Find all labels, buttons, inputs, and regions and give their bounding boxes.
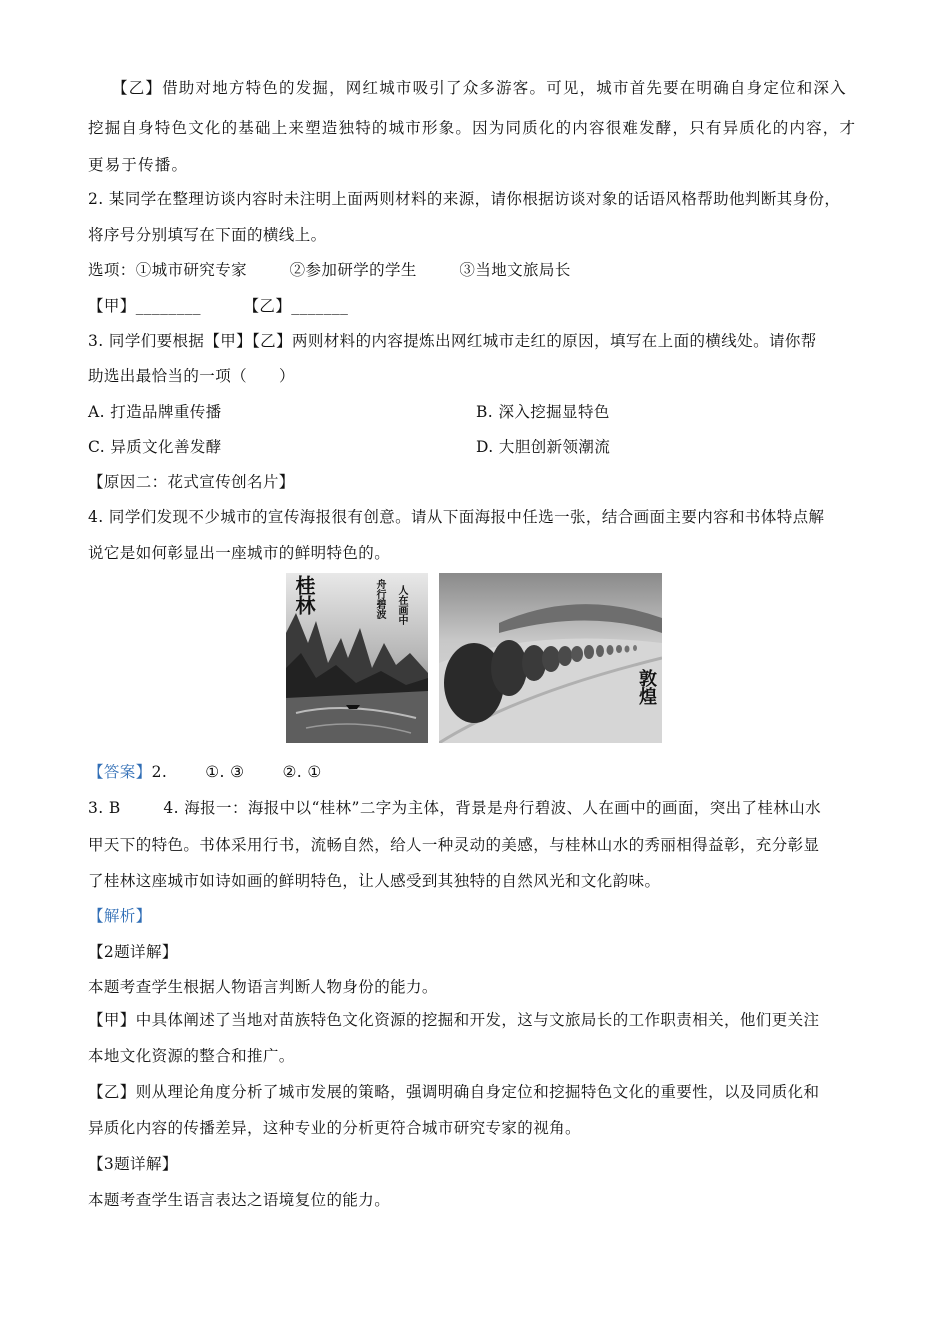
answer-line-4: 了桂林这座城市如诗如画的鲜明特色，让人感受到其独特的自然风光和文化韵味。 bbox=[88, 872, 661, 890]
dunhuang-title: 敦煌 bbox=[636, 669, 657, 705]
q3-option-c: C. 异质文化善发酵 bbox=[88, 438, 222, 456]
q2-detail-line-4: 【乙】则从理论角度分析了城市发展的策略，强调明确自身定位和挖掘特色文化的重要性，以及同质化和 bbox=[88, 1083, 820, 1101]
guilin-subtitle-1: 舟行碧波 bbox=[374, 579, 385, 619]
q2-line-1: 2. 某同学在整理访谈内容时未注明上面两则材料的来源，请你根据访谈对象的话语风格帮助他判断其身份， bbox=[88, 190, 841, 208]
guilin-poster-image bbox=[286, 573, 428, 743]
q4-line-1: 4. 同学们发现不少城市的宣传海报很有创意。请从下面海报中任选一张，结合画面主要内容和书体特点解 bbox=[88, 508, 825, 526]
answer-line-2: 3. B 4. 海报一：海报中以“桂林”二字为主体，背景是舟行碧波、人在画中的画面，突出了桂林山水 bbox=[88, 799, 821, 817]
q3-option-a: A. 打造品牌重传播 bbox=[88, 403, 222, 421]
dunhuang-camel-caravan-illustration bbox=[439, 573, 662, 743]
q2-line-2: 将序号分别填写在下面的横线上。 bbox=[88, 226, 327, 244]
q3-line-2: 助选出最恰当的一项（ ） bbox=[88, 367, 295, 385]
q2-detail-line-3: 本地文化资源的整合和推广。 bbox=[88, 1047, 295, 1065]
q2-detail-line-2: 【甲】中具体阐述了当地对苗族特色文化资源的挖掘和开发，这与文旅局长的工作职责相关，他们更关注 bbox=[88, 1011, 820, 1029]
answer-q2-blank-1: ①. ③ bbox=[205, 763, 245, 781]
guilin-subtitle-2: 人在画中 bbox=[396, 585, 407, 625]
q3-detail-line-1: 本题考查学生语言表达之语境复位的能力。 bbox=[88, 1191, 391, 1209]
answer-line-1 bbox=[88, 760, 322, 782]
q3-detail-heading: 【3题详解】 bbox=[88, 1155, 178, 1173]
reason-two-heading: 【原因二：花式宣传创名片】 bbox=[88, 473, 295, 491]
answer-line-3: 甲天下的特色。书体采用行书，流畅自然，给人一种灵动的美感，与桂林山水的秀丽相得益彰，充分彰显 bbox=[88, 836, 820, 854]
q2-options: 选项：①城市研究专家 ②参加研学的学生 ③当地文旅局长 bbox=[88, 261, 571, 279]
q2-detail-line-5: 异质化内容的传播差异，这种专业的分析更符合城市研究专家的视角。 bbox=[88, 1119, 581, 1137]
q3-option-d: D. 大胆创新领潮流 bbox=[476, 438, 611, 456]
para-yi-line-2: 挖掘自身特色文化的基础上来塑造独特的城市形象。因为同质化的内容很难发酵，只有异质化的内容，才 bbox=[88, 119, 857, 137]
answer-tag: 【答案】 bbox=[88, 763, 152, 781]
dunhuang-poster-image bbox=[439, 573, 662, 743]
para-yi-line-1: 【乙】借助对地方特色的发掘，网红城市吸引了众多游客。可见，城市首先要在明确自身定位和深入 bbox=[112, 79, 847, 97]
answer-q2-number: 2. bbox=[151, 763, 168, 781]
q3-option-b: B. 深入挖掘显特色 bbox=[476, 403, 610, 421]
para-yi-line-3: 更易于传播。 bbox=[88, 156, 189, 174]
q2-answer-blanks: 【甲】________ 【乙】_______ bbox=[88, 297, 349, 315]
q2-detail-heading: 【2题详解】 bbox=[88, 943, 178, 961]
q4-line-2: 说它是如何彰显出一座城市的鲜明特色的。 bbox=[88, 544, 391, 562]
q2-detail-line-1: 本题考查学生根据人物语言判断人物身份的能力。 bbox=[88, 978, 438, 996]
q3-line-1: 3. 同学们要根据【甲】【乙】两则材料的内容提炼出网红城市走红的原因，填写在上面的横线处。请你帮 bbox=[88, 332, 817, 350]
guilin-title: 桂林 bbox=[292, 575, 316, 615]
answer-q2-blank-2: ②. ① bbox=[282, 763, 322, 781]
analysis-tag: 【解析】 bbox=[88, 907, 152, 925]
